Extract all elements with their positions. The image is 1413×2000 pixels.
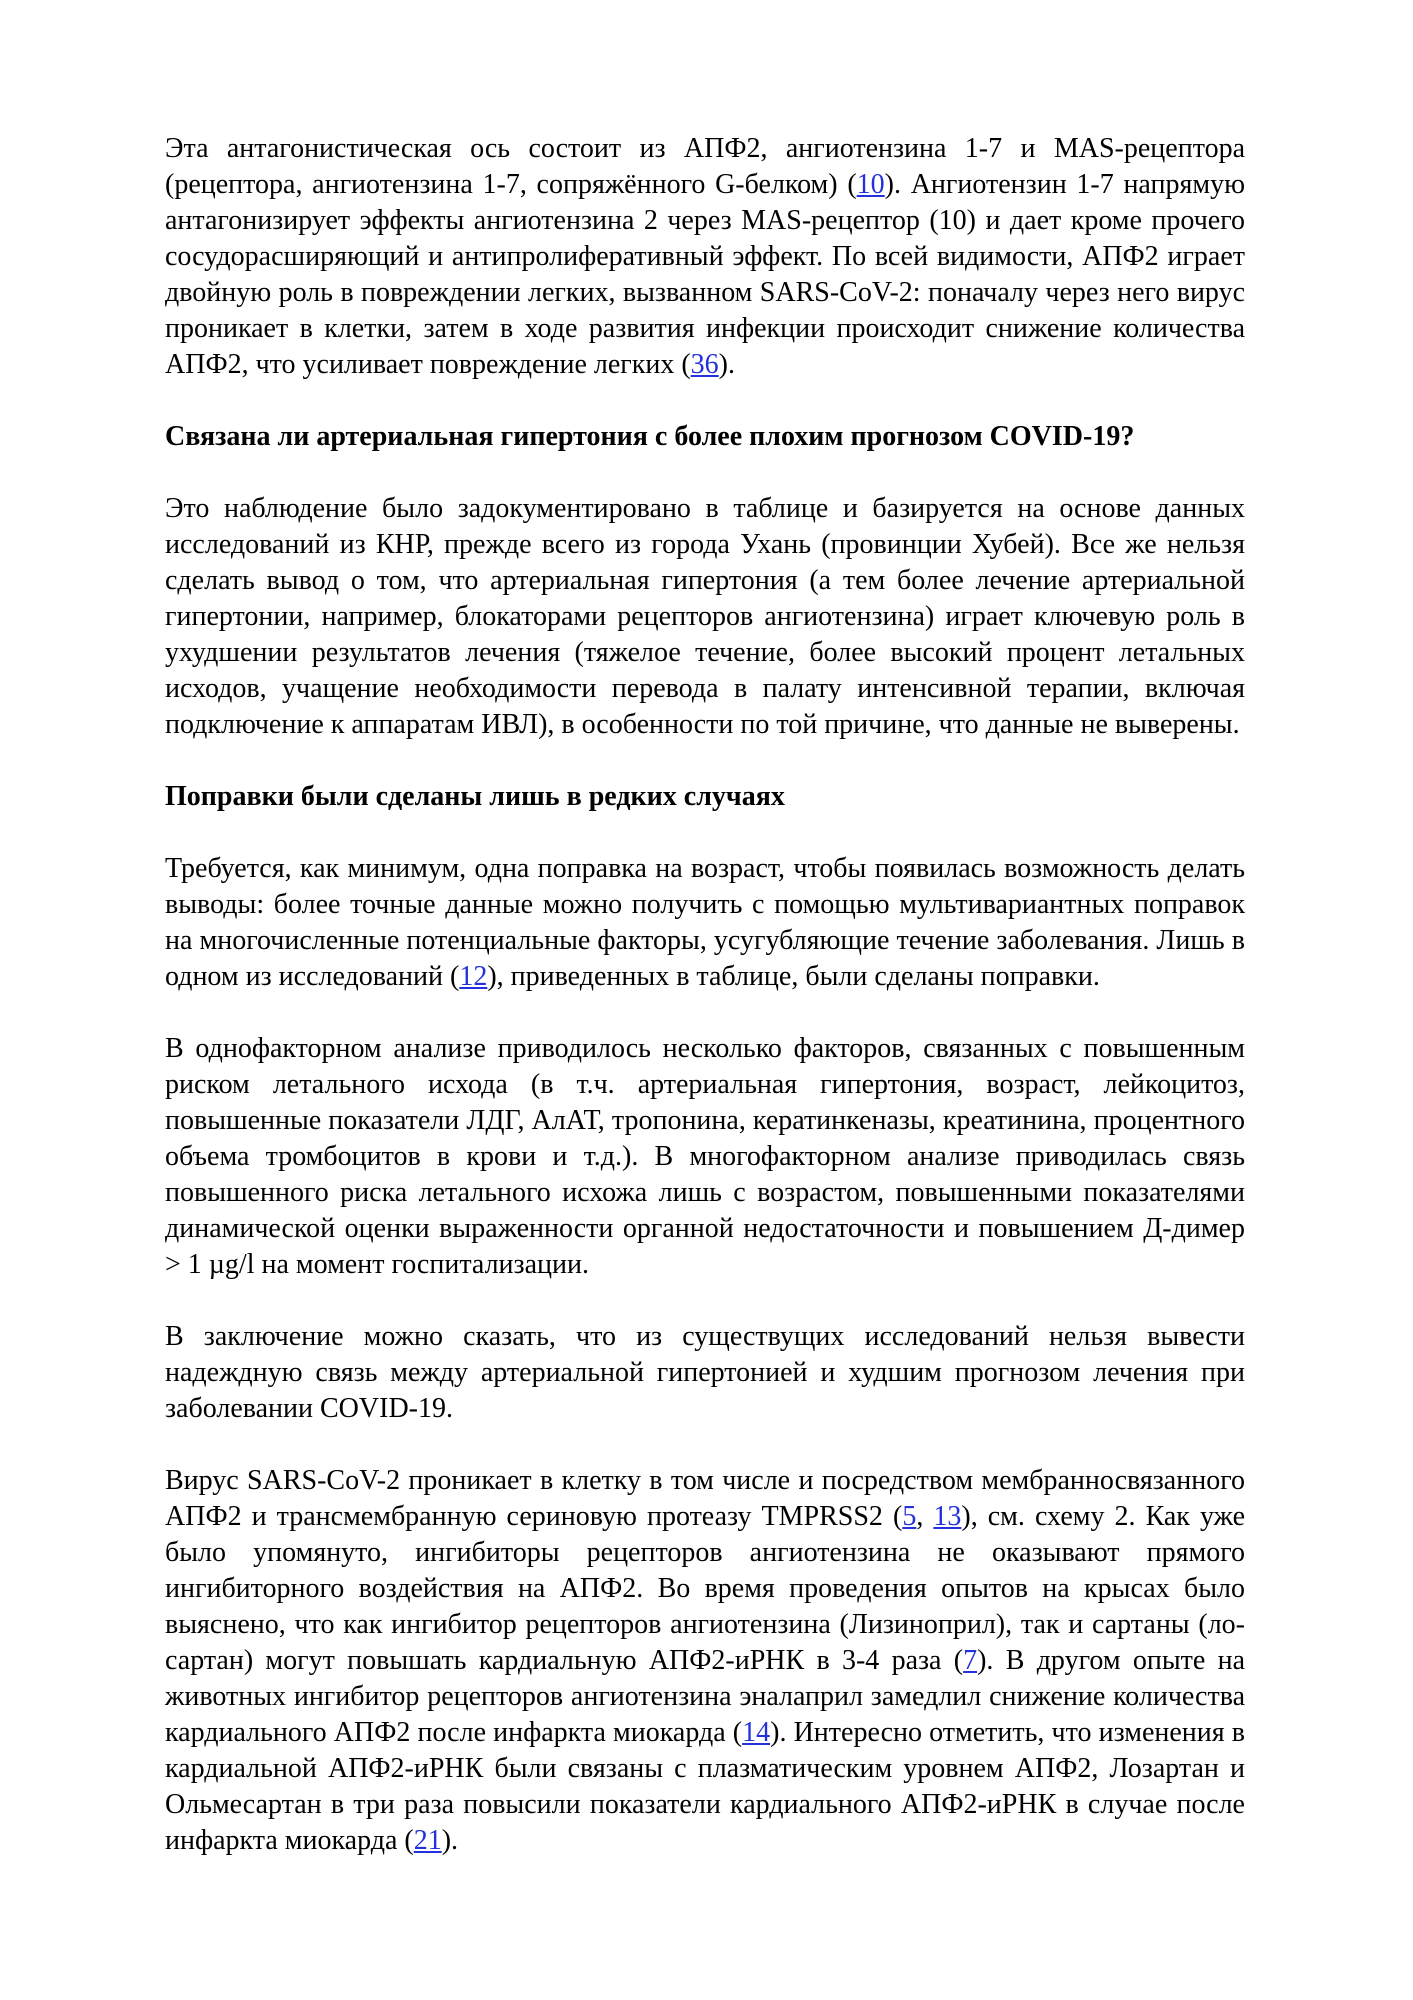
reference-link[interactable]: 7: [963, 1645, 978, 1676]
paragraph-observation-china-data: Это наблюдение было задокументировано в таблице и базируется на основе данных исследований из КНР, прежде всего из города Ухань (провинции Хубей). Все же нельзя сделать вывод о том, что артериальная гипертония (а тем более лечение артериальной гипертонии, например, блокаторами рецепторов ангиотензина) играет ключевую роль в ухудшении результатов лечения (тяжелое течение, более высокий процент летальных исходов, учащение необходимости перевода в палату интенсивной терапии, включая подключение к аппаратам ИВЛ), в особенности по той причине, что данные не выверены.: [165, 493, 1245, 740]
document-content: [165, 131, 1245, 1859]
reference-link[interactable]: 5: [902, 1501, 917, 1532]
paragraph-univariate-multivariate-analysis: В однофакторном анализе приводилось несколько факторов, связанных с повышенным риском летального исхода (в т.ч. артериальная гипертония, возраст, лейкоцитоз, повышенные показатели ЛДГ, АлАТ, тропонина, кератинкеназы, креатинина, процентного объема тромбоцитов в крови и т.д.). В многофакторном анализе приводилась связь повышенного риска летального исхожа лишь с возрастом, повышенными показателями динамической оценки выраженности органной недостаточности и повышением Д-димер > 1 µg/l на момент госпитализации.: [165, 1033, 1245, 1280]
reference-link[interactable]: 12: [459, 961, 488, 992]
reference-link[interactable]: 10: [856, 169, 885, 200]
heading-adjustments-rare-cases: Поправки были сделаны лишь в редких случаях: [165, 781, 785, 812]
reference-link[interactable]: 21: [413, 1825, 442, 1856]
reference-link[interactable]: 36: [690, 349, 719, 380]
paragraph-virus-cell-entry: Вирус SARS-CoV-2 проникает в клетку в том числе и посредством мембранносвязанного АПФ2 и трансмембранную сериновую протеазу TMPRSS2 (5, 13), см. схему 2. Как уже было упомянуто, ингибиторы рецепторов ангиотензина не оказывают прямого ингибиторного воздействия на АПФ2. Во время проведения опытов на крысах было выяснено, что как ингибитор рецепторов ангиотензина (Лизиноприл), так и сартаны (ло-сартан) могут повышать кардиальную АПФ2-иРНК в 3-4 раза (7). В другом опыте на животных ингибитор рецепторов ангиотензина эналаприл замедлил снижение количества кардиального АПФ2 после инфаркта миокарда (14). Интересно отметить, что изменения в кардиальной АПФ2-иРНК были связаны с плазматическим уровнем АПФ2, Лозартан и Ольмесартан в три раза повысили показатели кардиального АПФ2-иРНК в случае после инфаркта миокарда (21).: [165, 1465, 1245, 1856]
paragraph-conclusion: В заключение можно сказать, что из существущих исследований нельзя вывести надеждную связь между артериальной гипертонией и худшим прогнозом лечения при заболевании COVID-19.: [165, 1321, 1245, 1424]
paragraph-antagonistic-axis: Эта антагонистическая ось состоит из АПФ2, ангиотензина 1-7 и MAS-рецептора (рецептора, ангиотензина 1-7, сопряжённого G-белком) (10). Ангиотензин 1-7 напрямую антагонизирует эффекты ангиотензина 2 через MAS-рецептор (10) и дает кроме прочего сосудорасширяющий и антипролиферативный эффект. По всей видимости, АПФ2 играет двойную роль в повреждении легких, вызванном SARS-CoV-2: поначалу через него вирус проникает в клетки, затем в ходе развития инфекции происходит снижение количества АПФ2, что усиливает повреждение легких (36).: [165, 133, 1245, 380]
reference-link[interactable]: 14: [742, 1717, 771, 1748]
reference-link[interactable]: 13: [933, 1501, 962, 1532]
heading-hypertension-prognosis: Связана ли артериальная гипертония с более плохим прогнозом COVID-19?: [165, 421, 1135, 452]
paragraph-age-adjustment: Требуется, как минимум, одна поправка на возраст, чтобы появилась возможность делать выводы: более точные данные можно получить с помощью мультивариантных поправок на многочисленные потенциальные факторы, усугубляющие течение заболевания. Лишь в одном из исследований (12), приведенных в таблице, были сделаны поправки.: [165, 853, 1245, 992]
